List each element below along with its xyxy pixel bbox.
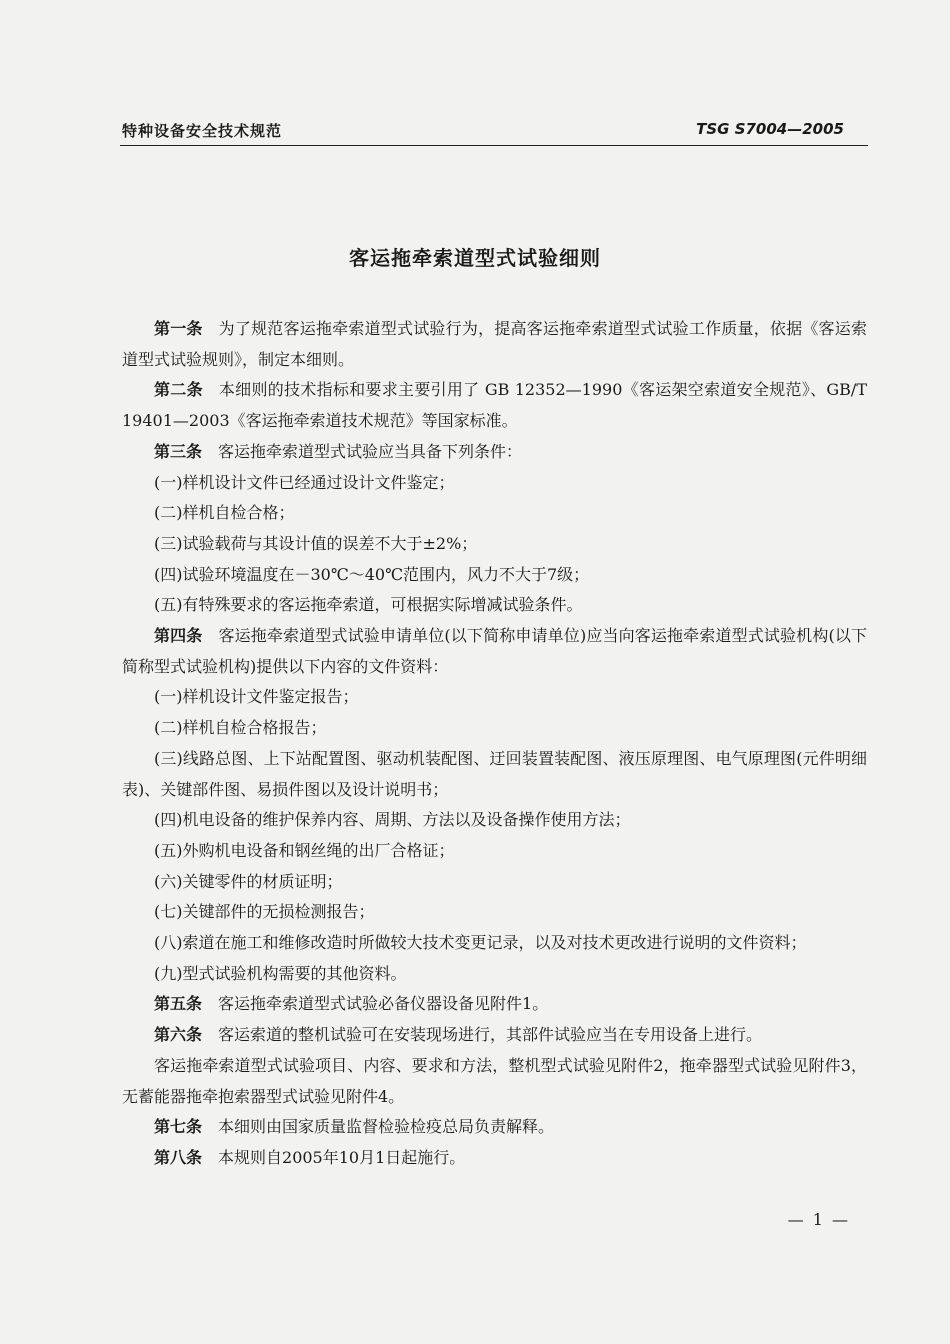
paragraph-text: 客运索道的整机试验可在安装现场进行，其部件试验应当在专用设备上进行。 [218, 1025, 763, 1045]
paragraph-text: (一)样机设计文件鉴定报告； [154, 687, 359, 707]
paragraph-text: (五)有特殊要求的客运拖牵索道，可根据实际增减试验条件。 [154, 595, 583, 615]
paragraph-text: 本规则自2005年10月1日起施行。 [218, 1147, 466, 1167]
paragraph-text: 客运拖牵索道型式试验申请单位(以下简称申请单位)应当向客运拖牵索道型式试验机构(以下简称型式试验机构)提供以下内容的文件资料： [122, 626, 867, 676]
paragraph-text: (四)机电设备的维护保养内容、周期、方法以及设备操作使用方法； [154, 810, 631, 830]
paragraph [122, 375, 867, 436]
paragraph-text: (四)试验环境温度在－30℃～40℃范围内，风力不大于7级； [154, 564, 590, 584]
article-number: 第八条 [154, 1147, 203, 1167]
paragraph [122, 713, 867, 744]
paragraph [122, 959, 867, 990]
paragraph [122, 560, 867, 591]
article-number: 第七条 [154, 1117, 203, 1137]
paragraph-text: 本细则的技术指标和要求主要引用了 GB 12352—1990《客运架空索道安全规范》、GB/T 19401—2003《客运拖牵索道技术规范》等国家标准。 [122, 380, 867, 431]
paragraph [122, 1051, 867, 1112]
paragraph [122, 621, 867, 682]
document-body [122, 314, 867, 1174]
paragraph-text: (五)外购机电设备和钢丝绳的出厂合格证； [154, 840, 455, 860]
paragraph-text: 本细则由国家质量监督检验检疫总局负责解释。 [218, 1117, 555, 1137]
paragraph [122, 529, 867, 560]
paragraph [122, 744, 867, 805]
paragraph-text: (一)样机设计文件已经通过设计文件鉴定； [154, 472, 455, 492]
paragraph [122, 836, 867, 867]
paragraph [122, 928, 867, 959]
header-divider [120, 145, 868, 146]
paragraph [122, 805, 867, 836]
paragraph-text: 客运拖牵索道型式试验必备仪器设备见附件1。 [218, 994, 549, 1014]
paragraph [122, 1112, 867, 1143]
paragraph [122, 867, 867, 898]
header-standard-code: TSG S7004—2005 [696, 120, 844, 138]
paragraph-text: (六)关键零件的材质证明； [154, 871, 343, 891]
article-number: 第一条 [154, 319, 203, 338]
paragraph-text: (二)样机自检合格； [154, 503, 295, 523]
paragraph [122, 989, 867, 1020]
paragraph [122, 437, 867, 468]
article-number: 第六条 [154, 1025, 203, 1045]
paragraph-text: 客运拖牵索道型式试验应当具备下列条件： [218, 441, 523, 461]
paragraph-text: (三)线路总图、上下站配置图、驱动机装配图、迂回装置装配图、液压原理图、电气原理图(元件明细表)、关键部件图、易损件图以及设计说明书； [122, 748, 867, 799]
paragraph [122, 897, 867, 928]
paragraph [122, 1020, 867, 1051]
paragraph [122, 314, 867, 375]
article-number: 第五条 [154, 994, 203, 1014]
paragraph-text: (二)样机自检合格报告； [154, 718, 327, 738]
paragraph-text: (九)型式试验机构需要的其他资料。 [154, 963, 407, 983]
paragraph-text: 为了规范客运拖牵索道型式试验行为，提高客运拖牵索道型式试验工作质量，依据《客运索道型式试验规则》，制定本细则。 [122, 319, 867, 369]
paragraph [122, 498, 867, 529]
paragraph [122, 1143, 867, 1174]
article-number: 第二条 [154, 380, 203, 400]
paragraph [122, 468, 867, 499]
document-title: 客运拖牵索道型式试验细则 [349, 246, 601, 270]
paragraph-text: (七)关键部件的无损检测报告； [154, 902, 375, 922]
paragraph [122, 682, 867, 713]
paragraph-text: (三)试验载荷与其设计值的误差不大于±2%； [154, 533, 478, 553]
article-number: 第三条 [154, 441, 203, 461]
article-number: 第四条 [154, 626, 203, 646]
paragraph [122, 590, 867, 621]
paragraph-text: 客运拖牵索道型式试验项目、内容、要求和方法，整机型式试验见附件2，拖牵器型式试验见附件3，无蓄能器拖牵抱索器型式试验见附件4。 [122, 1055, 867, 1106]
page-number: — 1 — [787, 1210, 850, 1229]
header-left-title: 特种设备安全技术规范 [122, 122, 283, 140]
paragraph-text: (八)索道在施工和维修改造时所做较大技术变更记录，以及对技术更改进行说明的文件资料； [154, 933, 807, 953]
